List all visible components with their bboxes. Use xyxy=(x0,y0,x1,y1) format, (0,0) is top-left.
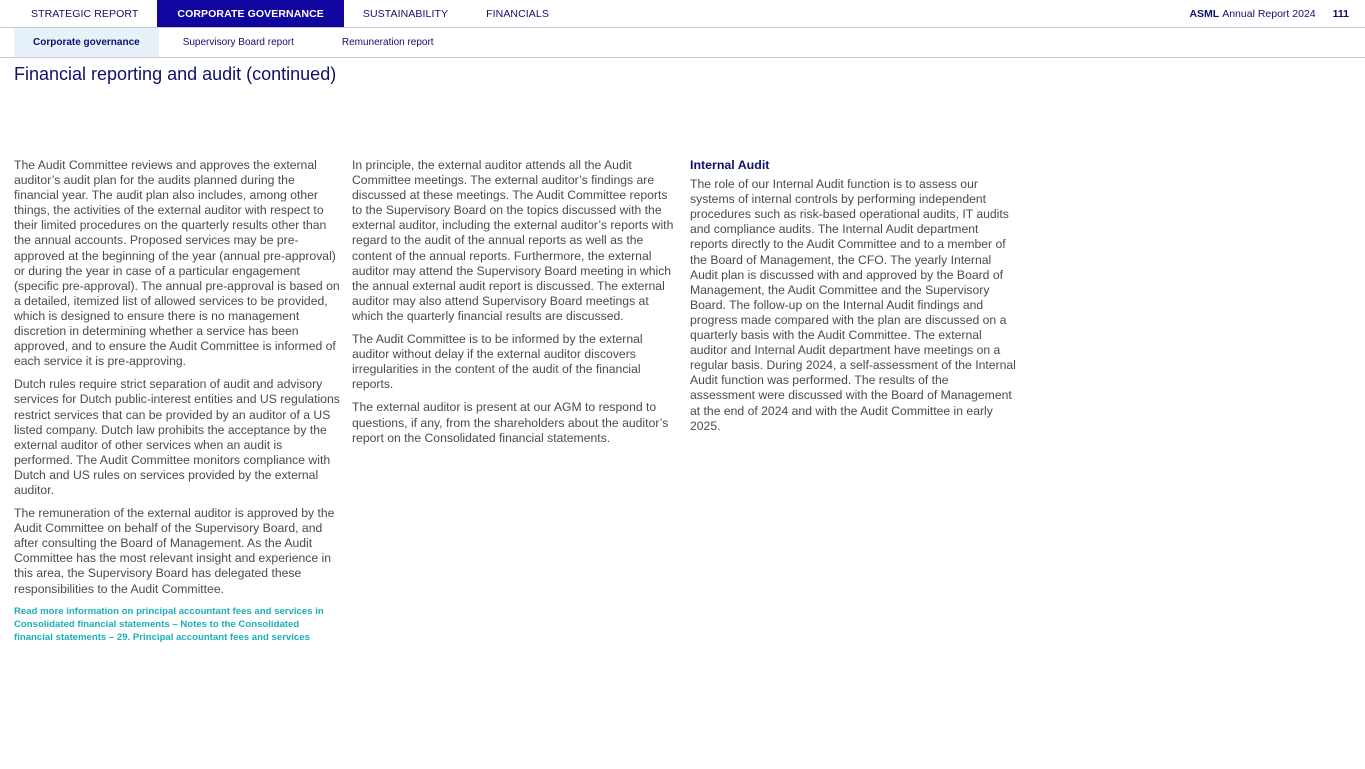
column-left xyxy=(14,158,340,644)
tab-financials[interactable]: FINANCIALS xyxy=(486,7,549,20)
paragraph: The Audit Committee reviews and approves the external auditor’s audit plan for the audits planned during the financial year. The audit plan also includes, among other things, the activities of the external auditor with respect to their limited procedures on the quarterly results other than the annual accounts. Proposed services may be pre-approved at the beginning of the year (annual pre-approval) or during the year in case of a particular engagement (specific pre-approval). The annual pre-approval is based on a detailed, itemized list of allowed services to be provided, which is designed to ensure there is no management discretion in determining whether a service has been approved, and to ensure the Audit Committee is informed of each service it is pre-approving. xyxy=(14,158,340,369)
subnav-corporate-governance[interactable]: Corporate governance xyxy=(14,28,159,57)
paragraph: The remuneration of the external auditor is approved by the Audit Committee on behalf of the Supervisory Board, and after consulting the Board of Management. As the Audit Committee has the most relevant insight and experience in this area, the Supervisory Board has delegated these responsibilities to the Audit Committee. xyxy=(14,506,335,596)
paragraph: The role of our Internal Audit function is to assess our systems of internal controls by performing independent procedures such as risk-based operational audits, IT audits and compliance audits. The Internal Audit department reports directly to the Audit Committee and to a member of the Board of Management, the CFO. The yearly Internal Audit plan is discussed with and approved by the Board of Management, the Audit Committee and the Supervisory Board. The follow-up on the Internal Audit findings and progress made compared with the plan are discussed on a quarterly basis with the Audit Committee. The external auditor and Internal Audit department have meetings on a regular basis. During 2024, a self-assessment of the Internal Audit function was performed. The results of the assessment were discussed with the Board of Management at the end of 2024 and with the Audit Committee in early 2025. xyxy=(690,177,1016,433)
subnav-remuneration-report[interactable]: Remuneration report xyxy=(341,37,434,48)
paragraph: Dutch rules require strict separation of audit and advisory services for Dutch public-interest entities and US regulations restrict services that can be provided by an auditor of a US listed company. Dutch law prohibits the acceptance by the external auditor of other services when an audit is performed. The Audit Committee monitors compliance with Dutch and US rules on services provided by the external auditor. xyxy=(14,377,340,497)
brand-name: ASML xyxy=(1189,7,1220,20)
report-info xyxy=(1189,0,1365,27)
page-title: Financial reporting and audit (continued) xyxy=(14,64,337,84)
paragraph: The Audit Committee is to be informed by the external auditor without delay if the external auditor discovers irregularities in the content of the audit of the financial reports. xyxy=(352,332,643,392)
page-number: 111 xyxy=(1332,7,1349,20)
top-navigation xyxy=(0,0,1365,28)
column-right xyxy=(690,158,1016,442)
column-middle xyxy=(352,158,678,454)
read-more-link[interactable]: Read more information on principal accountant fees and services in Consolidated financial statements – Notes to the Consolidated financial statements – 29. Principal accountant fees and services xyxy=(14,605,324,643)
subnav-supervisory-board-report[interactable]: Supervisory Board report xyxy=(182,37,294,48)
paragraph: The external auditor is present at our AGM to respond to questions, if any, from the shareholders about the auditor’s report on the Consolidated financial statements. xyxy=(352,400,669,445)
section-navigation xyxy=(0,28,1365,58)
paragraph: In principle, the external auditor attends all the Audit Committee meetings. The external auditor’s findings are discussed at these meetings. The Audit Committee reports to the Supervisory Board on the topics discussed with the external auditor, including the external auditor’s reports with regard to the audit of the annual reports as well as the content of the annual reports. Furthermore, the external auditor may attend the Supervisory Board meeting in which the annual external audit report is discussed. The external auditor may also attend Supervisory Board meetings at which the quarterly financial results are discussed. xyxy=(352,158,674,323)
tab-strategic-report[interactable]: STRATEGIC REPORT xyxy=(31,7,139,20)
tab-corporate-governance[interactable]: CORPORATE GOVERNANCE xyxy=(157,0,343,27)
tab-sustainability[interactable]: SUSTAINABILITY xyxy=(362,7,449,20)
section-heading-internal-audit: Internal Audit xyxy=(690,158,770,172)
report-title: Annual Report 2024 xyxy=(1222,7,1316,20)
